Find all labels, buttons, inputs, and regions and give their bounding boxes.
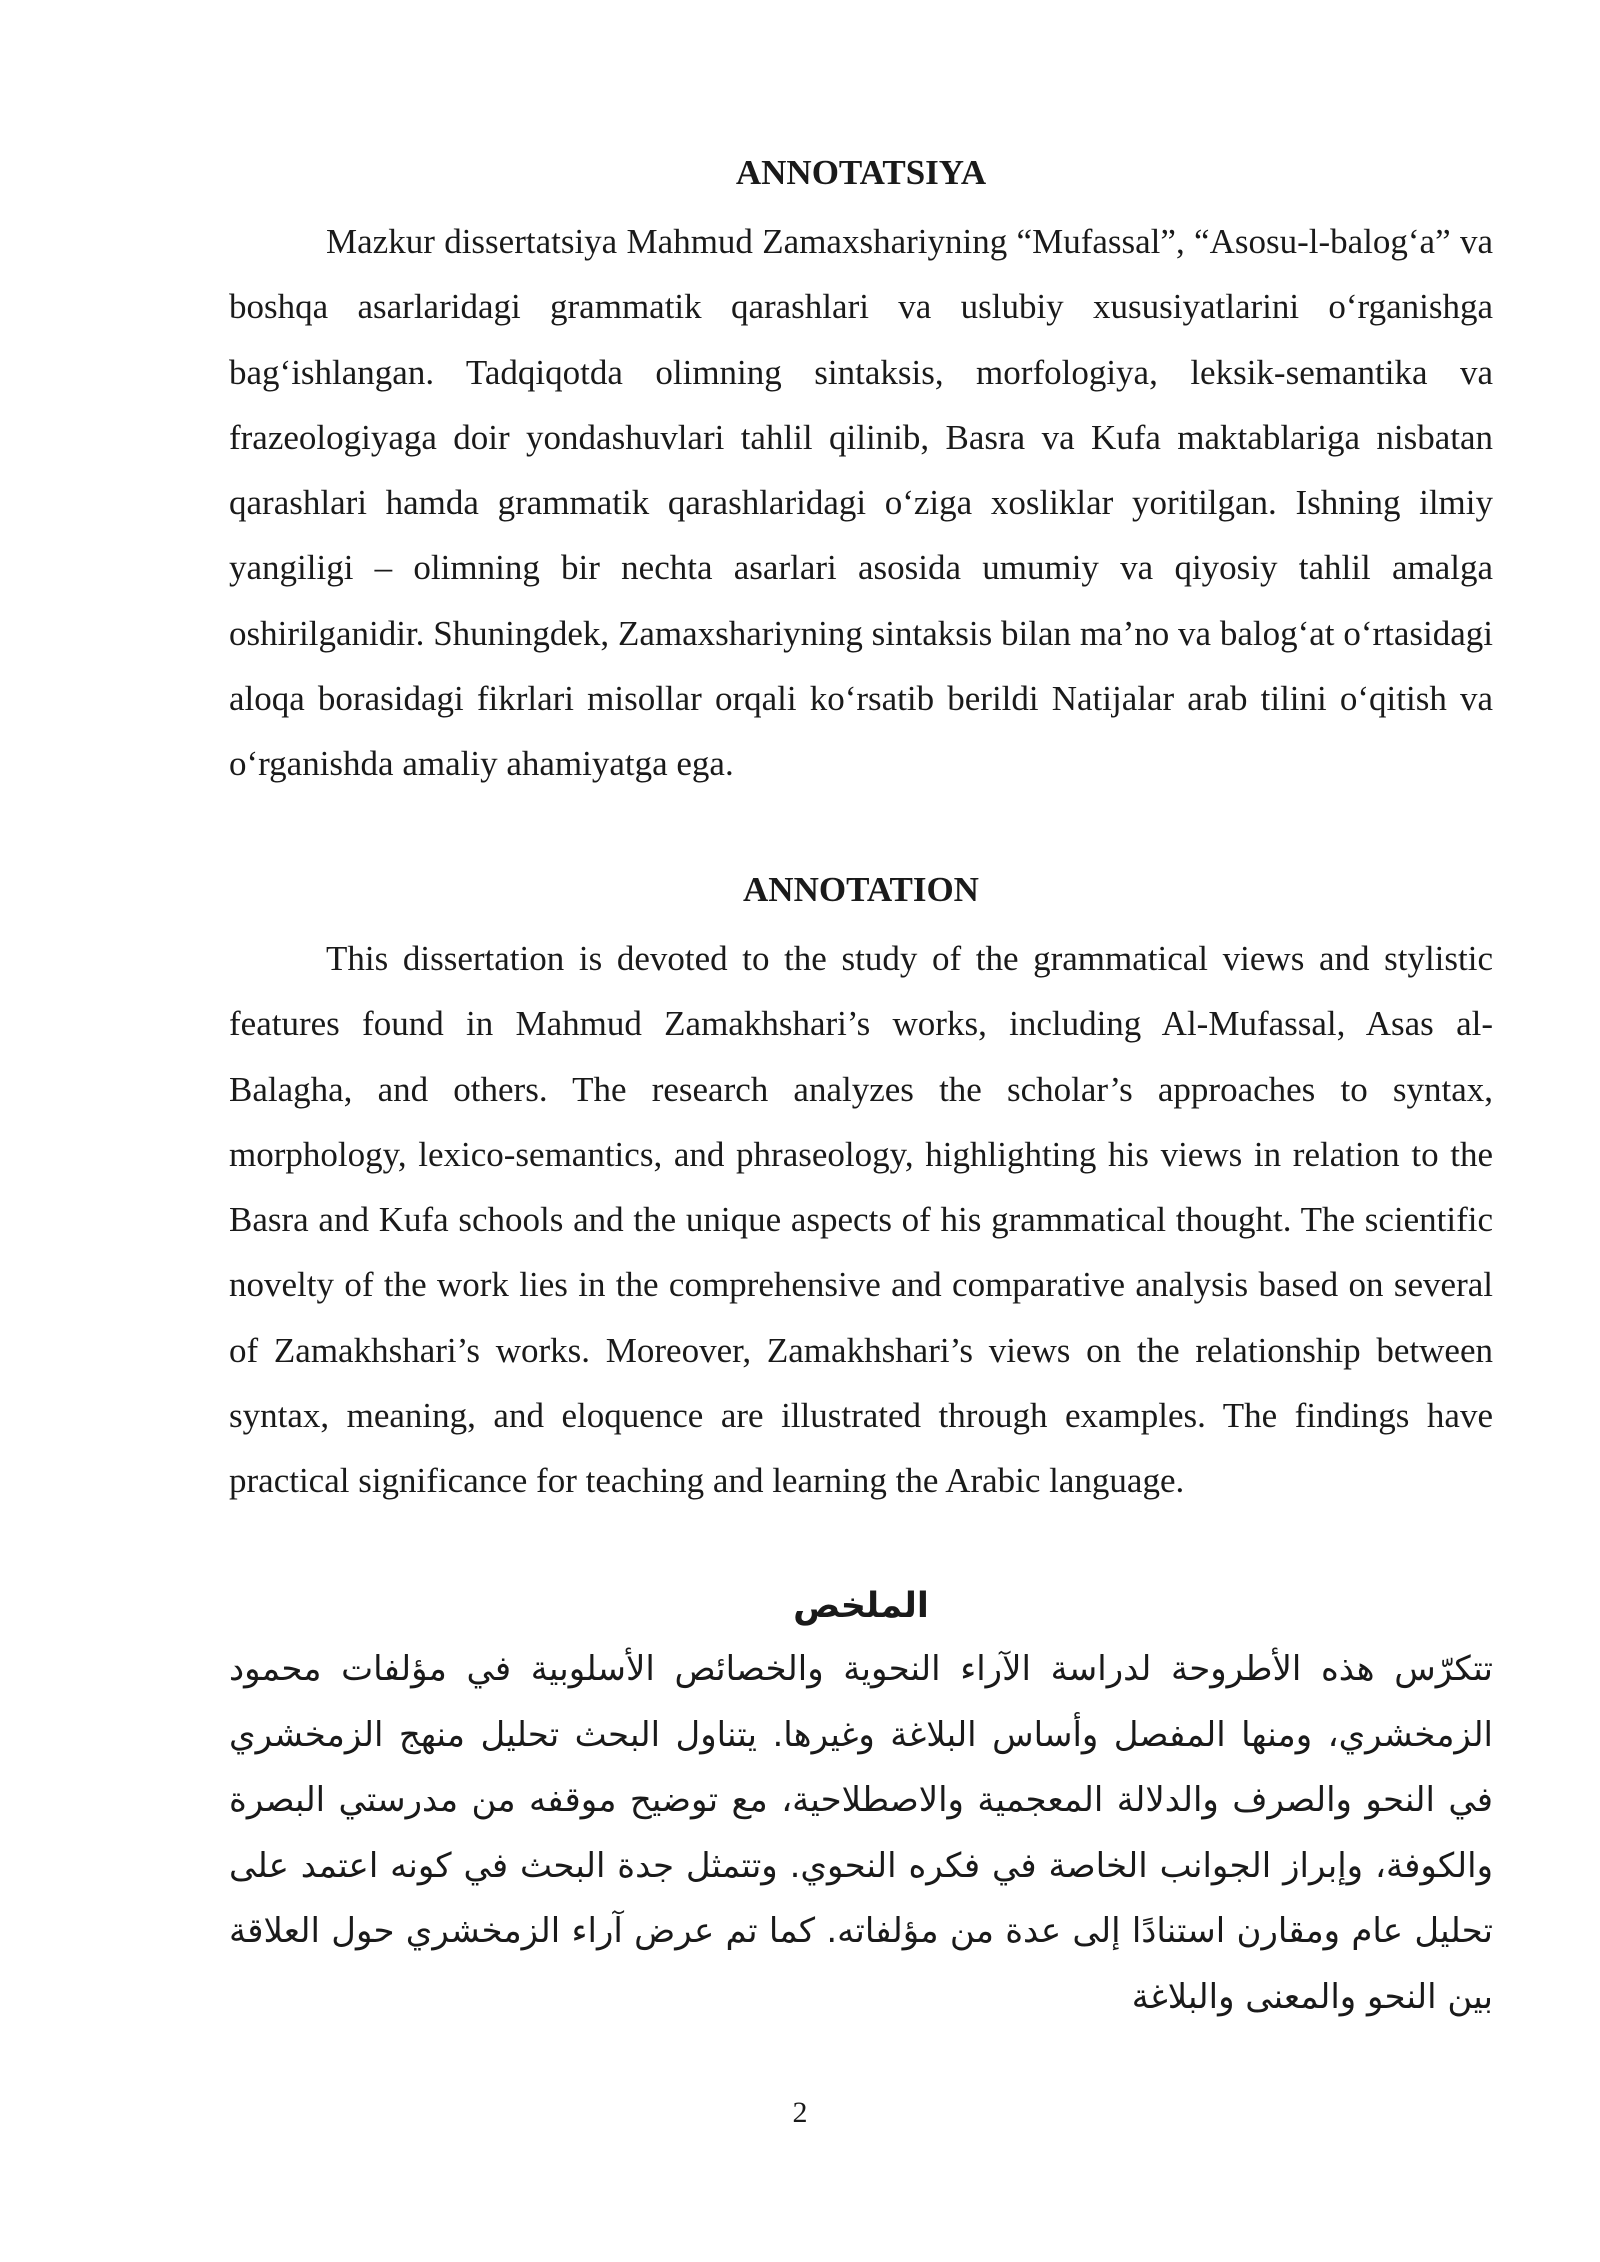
en-annotation-heading: ANNOTATION (743, 870, 979, 909)
uz-annotation-paragraph: Mazkur dissertatsiya Mahmud Zamaxshariyning “Mufassal”, “Asosu-l-balog‘a” va boshqa asarlaridagi grammatik qarashlari va uslubiy xususiyatlarini o‘rganishga bag‘ishlangan. Tadqiqotda olimning sintaksis, morfologiya, leksik-semantika va frazeologiyaga doir yondashuvlari tahlil qilinib, Basra va Kufa maktablariga nisbatan qarashlari hamda grammatik qarashlaridagi o‘ziga xosliklar yoritilgan. Ishning ilmiy yangiligi – olimning bir nechta asarlari asosida umumiy va qiyosiy tahlil amalga oshirilganidir. Shuningdek, Zamaxshariyning sintaksis bilan ma’no va balog‘at o‘rtasidagi aloqa borasidagi fikrlari misollar orqali ko‘rsatib berildi Natijalar arab tilini o‘qitish va o‘rganishda amaliy ahamiyatga ega. (229, 222, 1493, 784)
page-number: 2 (792, 2096, 808, 2129)
en-annotation-paragraph: This dissertation is devoted to the study of the grammatical views and stylistic features found in Mahmud Zamakhshari’s works, including Al-Mufassal, Asas al-Balagha, and others. The research analyzes the scholar’s approaches to syntax, morphology, lexico-semantics, and phraseology, highlighting his views in relation to the Basra and Kufa schools and the unique aspects of his grammatical thought. The scientific novelty of the work lies in the comprehensive and comparative analysis based on several of Zamakhshari’s works. Moreover, Zamakhshari’s views on the relationship between syntax, meaning, and eloquence are illustrated through examples. The findings have practical significance for teaching and learning the Arabic language. (229, 939, 1493, 1501)
ar-summary-paragraph: تتكرّس هذه الأطروحة لدراسة الآراء النحوية والخصائص الأسلوبية في مؤلفات محمود الزمخشري، ومنها المفصل وأساس البلاغة وغيرها. يتناول البحث تحليل منهج الزمخشري في النحو والصرف والدلالة المعجمية والاصطلاحية، مع توضيح موقفه من مدرستي البصرة والكوفة، وإبراز الجوانب الخاصة في فكره النحوي. وتتمثل جدة البحث في كونه اعتمد على تحليل عام ومقارن استنادًا إلى عدة من مؤلفاته. كما تم عرض آراء الزمخشري حول العلاقة بين النحو والمعنى والبلاغة (229, 1649, 1493, 2017)
uz-annotation-heading: ANNOTATSIYA (735, 153, 987, 192)
ar-summary-heading: الملخص (793, 1586, 929, 1626)
